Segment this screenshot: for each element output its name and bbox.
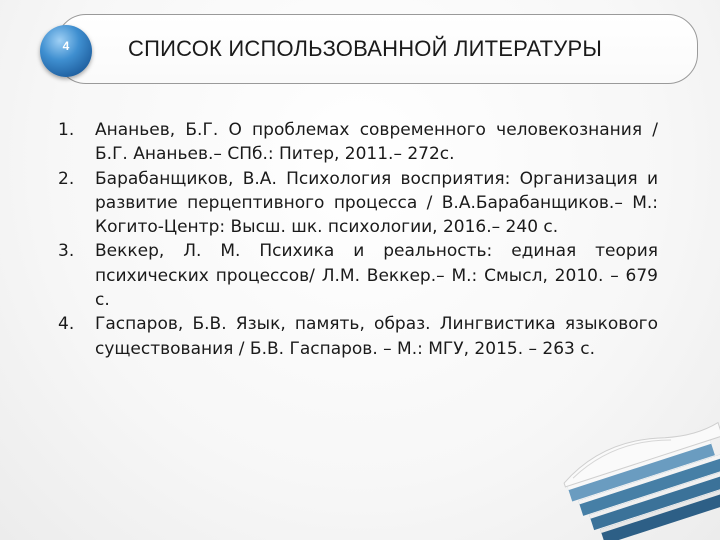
reference-number: 1. (58, 120, 75, 140)
reference-item (58, 118, 658, 167)
slide-number: 4 (62, 39, 70, 53)
reference-text: Гаспаров, Б.В. Язык, память, образ. Лингвистика языкового существования / Б.В. Гаспаров. – М.: МГУ, 2015. – 263 с. (95, 314, 658, 359)
reference-number: 2. (58, 168, 75, 189)
reference-list (58, 118, 658, 361)
books-decoration-icon (560, 420, 720, 540)
reference-text: Барабанщиков, В.А. Психология восприятия: Организация и развитие перцептивного процесса / В.А.Барабанщиков.– М.: Когито-Центр: Высш. шк. психологии, 2016.– 240 с. (95, 168, 658, 238)
reference-number: 3. (58, 241, 75, 262)
reference-item (58, 167, 658, 240)
reference-item (58, 312, 658, 361)
page-title: СПИСОК ИСПОЛЬЗОВАННОЙ ЛИТЕРАТУРЫ (128, 36, 603, 61)
reference-item (58, 239, 658, 312)
reference-number: 4. (58, 314, 75, 335)
reference-text: Ананьев, Б.Г. О проблемах современного человекознания / Б.Г. Ананьев.– СПб.: Питер, 2011.– 272с. (95, 120, 658, 165)
slide-number-badge (40, 25, 92, 77)
reference-text: Веккер, Л. М. Психика и реальность: единая теория психических процессов/ Л.М. Веккер.– М.: Смысл, 2010. – 679 с. (95, 241, 658, 311)
